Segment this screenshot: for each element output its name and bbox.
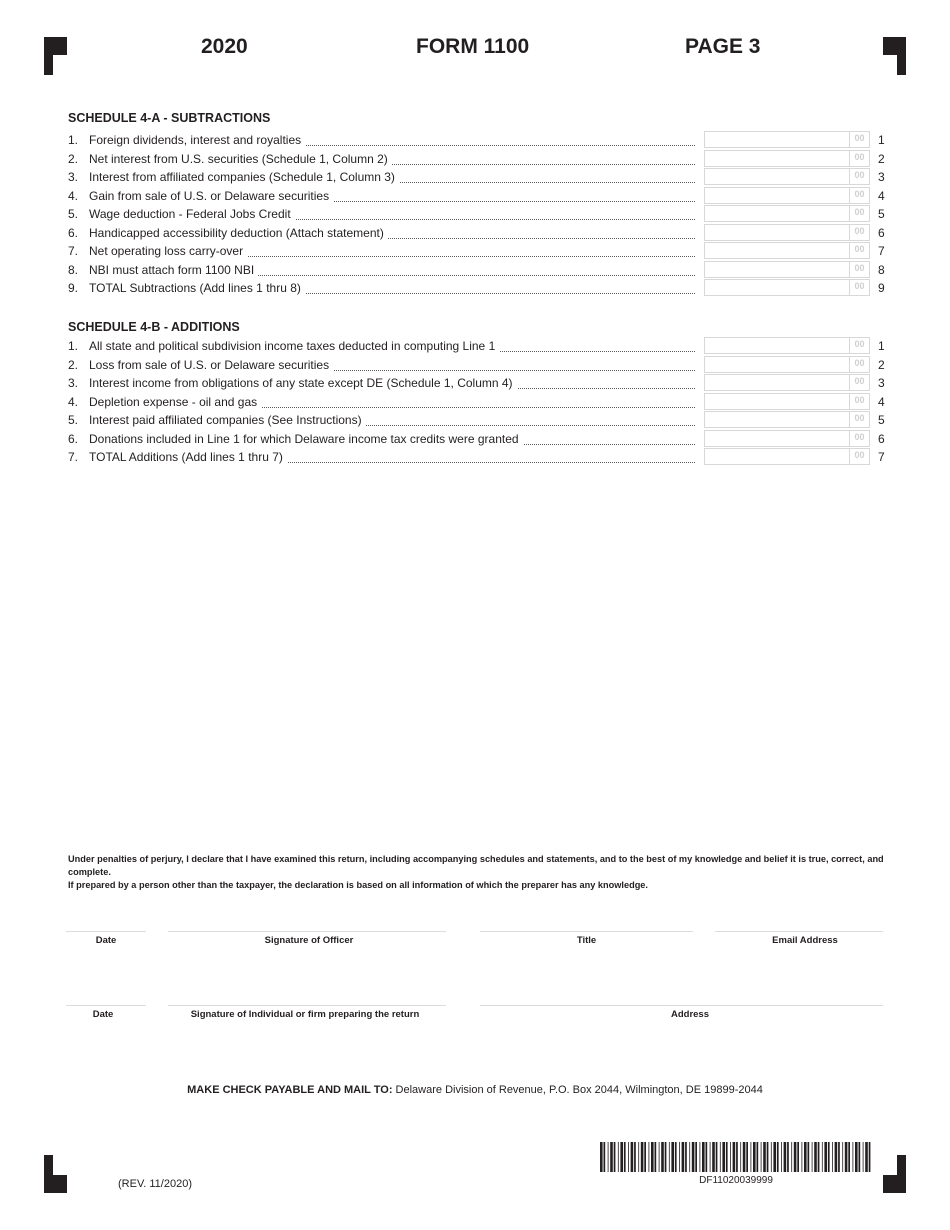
registration-mark-top-left — [44, 37, 67, 75]
line-reference: 3 — [878, 170, 885, 184]
cents-field: 00 — [854, 151, 865, 162]
barcode-bar — [771, 1142, 772, 1172]
line-number: 2. — [68, 151, 79, 166]
mailing-label: MAKE CHECK PAYABLE AND MAIL TO: — [187, 1084, 393, 1096]
registration-mark-bottom-right — [883, 1155, 906, 1193]
barcode-bar — [700, 1142, 701, 1172]
schedule-4b-title: SCHEDULE 4-B - ADDITIONS — [68, 320, 240, 334]
schedule-line — [68, 168, 890, 187]
cents-field: 00 — [854, 244, 865, 254]
line-label: Loss from sale of U.S. or Delaware securities — [89, 358, 333, 372]
line-number: 7. — [68, 244, 79, 258]
schedule-line — [68, 411, 890, 430]
line-description — [89, 189, 695, 204]
barcode-bar — [812, 1142, 813, 1172]
registration-mark-top-right — [883, 37, 906, 75]
line-reference: 9 — [878, 281, 885, 295]
barcode-bar — [797, 1142, 799, 1172]
barcode-bar — [655, 1142, 657, 1172]
cents-field: 00 — [854, 431, 865, 442]
line-description — [89, 152, 695, 167]
line-description — [89, 432, 695, 447]
barcode-bar — [610, 1142, 613, 1172]
line-reference: 7 — [878, 450, 885, 464]
line-number: 7. — [68, 450, 79, 464]
barcode-bar — [665, 1142, 667, 1172]
schedule-line — [68, 150, 890, 169]
barcode-bar — [808, 1142, 810, 1172]
line-reference: 6 — [878, 431, 885, 446]
line-label: Donations included in Line 1 for which Delaware income tax credits were granted — [89, 432, 523, 446]
barcode-bar — [671, 1142, 674, 1172]
barcode-bar — [644, 1142, 646, 1172]
barcode-bar — [634, 1142, 636, 1172]
barcode-bar — [832, 1142, 833, 1172]
line-reference: 3 — [878, 376, 885, 390]
line-reference: 7 — [878, 244, 885, 258]
cents-field: 00 — [854, 262, 865, 273]
line-number: 4. — [68, 188, 79, 203]
officer-signature-line[interactable] — [168, 931, 446, 932]
barcode-bar — [794, 1142, 797, 1172]
cents-field: 00 — [854, 188, 865, 199]
line-reference: 5 — [878, 413, 885, 427]
line-description — [89, 395, 695, 410]
barcode-bar — [638, 1142, 639, 1172]
barcode — [600, 1142, 872, 1172]
amount-field[interactable] — [704, 187, 870, 204]
barcode-bar — [865, 1142, 868, 1172]
barcode-bar — [787, 1142, 789, 1172]
schedule-line — [68, 224, 890, 243]
barcode-bar — [804, 1142, 807, 1172]
cents-field: 00 — [854, 339, 865, 349]
barcode-bar — [773, 1142, 776, 1172]
line-number: 1. — [68, 133, 79, 147]
amount-field[interactable] — [704, 131, 870, 148]
amount-field[interactable] — [704, 168, 870, 185]
barcode-bar — [740, 1142, 741, 1172]
line-reference: 4 — [878, 188, 885, 203]
line-description — [89, 226, 695, 241]
cents-field: 00 — [854, 281, 865, 291]
barcode-bar — [618, 1142, 619, 1172]
line-reference: 2 — [878, 151, 885, 166]
barcode-bar — [669, 1142, 670, 1172]
schedule-line — [68, 393, 890, 412]
barcode-bar — [710, 1142, 711, 1172]
line-label: TOTAL Additions (Add lines 1 thru 7) — [89, 450, 287, 464]
dollars-field[interactable] — [705, 357, 850, 372]
schedule-line — [68, 374, 890, 393]
barcode-bar — [761, 1142, 762, 1172]
line-label: Gain from sale of U.S. or Delaware securities — [89, 189, 333, 203]
barcode-bar — [842, 1142, 843, 1172]
form-year: 2020 — [201, 35, 248, 58]
barcode-bar — [818, 1142, 820, 1172]
line-number: 6. — [68, 225, 79, 240]
barcode-bar — [767, 1142, 769, 1172]
line-number: 3. — [68, 376, 79, 390]
barcode-bar — [659, 1142, 660, 1172]
barcode-bar — [702, 1142, 705, 1172]
line-label: TOTAL Subtractions (Add lines 1 thru 8) — [89, 281, 305, 295]
perjury-declaration — [68, 853, 908, 892]
barcode-bar — [730, 1142, 731, 1172]
line-number: 5. — [68, 207, 79, 221]
amount-field[interactable] — [704, 430, 870, 447]
barcode-bar — [682, 1142, 685, 1172]
schedule-line — [68, 187, 890, 206]
barcode-bar — [746, 1142, 748, 1172]
dollars-field[interactable] — [705, 132, 850, 147]
line-description — [89, 263, 695, 278]
schedule-line — [68, 131, 890, 150]
line-number: 8. — [68, 262, 79, 277]
line-label: NBI must attach form 1100 NBI — [89, 263, 258, 277]
barcode-bar — [675, 1142, 677, 1172]
schedule-4a-title: SCHEDULE 4-A - SUBTRACTIONS — [68, 111, 271, 125]
schedule-line — [68, 430, 890, 449]
schedule-line — [68, 205, 890, 224]
line-reference: 6 — [878, 225, 885, 240]
barcode-bar — [828, 1142, 830, 1172]
officer-date-line[interactable] — [66, 931, 146, 932]
preparer-signature-line[interactable] — [168, 1005, 446, 1006]
schedule-line — [68, 279, 890, 298]
dollars-field[interactable] — [705, 449, 850, 464]
barcode-bar — [720, 1142, 721, 1172]
barcode-bar — [781, 1142, 782, 1172]
cents-field: 00 — [854, 450, 865, 460]
line-label: Interest paid affiliated companies (See Instructions) — [89, 413, 366, 427]
barcode-bar — [649, 1142, 650, 1172]
line-description — [89, 358, 695, 373]
line-label: Interest from affiliated companies (Schedule 1, Column 3) — [89, 170, 399, 184]
barcode-bar — [848, 1142, 850, 1172]
schedule-line — [68, 448, 890, 467]
barcode-bar — [614, 1142, 616, 1172]
form-title: FORM 1100 — [416, 35, 530, 58]
line-reference: 1 — [878, 133, 885, 147]
barcode-bar — [751, 1142, 752, 1172]
barcode-bar — [791, 1142, 792, 1172]
officer-date-label: Date — [95, 935, 117, 946]
barcode-bar — [624, 1142, 626, 1172]
line-description — [89, 207, 695, 222]
amount-field[interactable] — [704, 356, 870, 373]
barcode-bar — [712, 1142, 715, 1172]
registration-mark-bottom-left — [44, 1155, 67, 1193]
declaration-line-1: Under penalties of perjury, I declare that I have examined this return, including accompanying schedules and statements, and to the best of my knowledge and belief it is true, correct, and complete. — [68, 854, 884, 877]
schedule-line — [68, 261, 890, 280]
line-description — [89, 450, 695, 465]
barcode-bar — [869, 1142, 871, 1172]
line-description — [89, 281, 695, 296]
line-number: 2. — [68, 357, 79, 372]
amount-field[interactable] — [704, 374, 870, 391]
barcode-bar — [814, 1142, 817, 1172]
line-label: Handicapped accessibility deduction (Attach statement) — [89, 226, 388, 240]
declaration-line-2: If prepared by a person other than the taxpayer, the declaration is based on all information of which the preparer has any knowledge. — [68, 880, 648, 890]
cents-field: 00 — [854, 225, 865, 236]
barcode-bar — [722, 1142, 725, 1172]
preparer-signature-label: Signature of Individual or firm preparing the return — [190, 1009, 420, 1020]
cents-field: 00 — [854, 376, 865, 386]
barcode-bar — [863, 1142, 864, 1172]
mailing-instructions — [0, 1084, 950, 1096]
officer-email-line[interactable] — [715, 931, 883, 932]
cents-field: 00 — [854, 207, 865, 217]
dollars-field[interactable] — [705, 188, 850, 203]
amount-field[interactable] — [704, 337, 870, 354]
amount-field[interactable] — [704, 448, 870, 465]
barcode-bar — [604, 1142, 606, 1172]
barcode-bar — [628, 1142, 629, 1172]
line-label: Wage deduction - Federal Jobs Credit — [89, 207, 295, 221]
preparer-date-line[interactable] — [66, 1005, 146, 1006]
barcode-bar — [726, 1142, 728, 1172]
barcode-bar — [822, 1142, 823, 1172]
cents-field: 00 — [854, 133, 865, 143]
barcode-bar — [706, 1142, 708, 1172]
line-description — [89, 339, 695, 354]
line-number: 3. — [68, 170, 79, 184]
barcode-bar — [733, 1142, 736, 1172]
dollars-field[interactable] — [705, 280, 850, 295]
dollars-field[interactable] — [705, 262, 850, 277]
dollars-field[interactable] — [705, 412, 850, 427]
barcode-bar — [651, 1142, 654, 1172]
amount-field[interactable] — [704, 242, 870, 259]
barcode-number: DF11020039999 — [699, 1175, 773, 1186]
mailing-address: Delaware Division of Revenue, P.O. Box 2044, Wilmington, DE 19899-2044 — [392, 1084, 763, 1096]
amount-field[interactable] — [704, 393, 870, 410]
line-description — [89, 133, 695, 148]
amount-field[interactable] — [704, 224, 870, 241]
line-description — [89, 376, 695, 391]
barcode-bar — [695, 1142, 697, 1172]
barcode-bar — [620, 1142, 623, 1172]
preparer-address-label: Address — [670, 1009, 709, 1020]
cents-field: 00 — [854, 170, 865, 180]
officer-title-line[interactable] — [480, 931, 693, 932]
barcode-bar — [855, 1142, 858, 1172]
dollars-field[interactable] — [705, 169, 850, 184]
cents-field: 00 — [854, 413, 865, 423]
barcode-bar — [692, 1142, 695, 1172]
barcode-bar — [757, 1142, 759, 1172]
officer-title-label: Title — [576, 935, 597, 946]
barcode-bar — [743, 1142, 746, 1172]
line-label: Net interest from U.S. securities (Schedule 1, Column 2) — [89, 152, 392, 166]
dollars-field[interactable] — [705, 375, 850, 390]
line-label: Foreign dividends, interest and royalties — [89, 133, 305, 147]
cents-field: 00 — [854, 394, 865, 405]
line-label: Interest income from obligations of any state except DE (Schedule 1, Column 4) — [89, 376, 517, 390]
barcode-bar — [736, 1142, 738, 1172]
line-reference: 8 — [878, 262, 885, 277]
amount-field[interactable] — [704, 279, 870, 296]
barcode-bar — [824, 1142, 827, 1172]
line-label: All state and political subdivision income taxes deducted in computing Line 1 — [89, 339, 499, 353]
barcode-bar — [685, 1142, 687, 1172]
dollars-field[interactable] — [705, 338, 850, 353]
dollars-field[interactable] — [705, 243, 850, 258]
barcode-bar — [753, 1142, 756, 1172]
line-number: 9. — [68, 281, 79, 295]
schedule-line — [68, 356, 890, 375]
revision-date: (REV. 11/2020) — [118, 1178, 192, 1190]
barcode-bar — [777, 1142, 779, 1172]
cents-field: 00 — [854, 357, 865, 368]
barcode-bar — [784, 1142, 787, 1172]
line-reference: 2 — [878, 357, 885, 372]
dollars-field[interactable] — [705, 206, 850, 221]
line-number: 5. — [68, 413, 79, 427]
amount-field[interactable] — [704, 411, 870, 428]
dollars-field[interactable] — [705, 431, 850, 446]
barcode-bar — [763, 1142, 766, 1172]
schedule-line — [68, 242, 890, 261]
barcode-bar — [859, 1142, 861, 1172]
dollars-field[interactable] — [705, 225, 850, 240]
page-number: PAGE 3 — [685, 35, 761, 58]
barcode-bar — [631, 1142, 634, 1172]
line-description — [89, 244, 695, 259]
line-reference: 4 — [878, 394, 885, 409]
line-number: 6. — [68, 431, 79, 446]
dollars-field[interactable] — [705, 151, 850, 166]
line-label: Depletion expense - oil and gas — [89, 395, 261, 409]
line-description — [89, 170, 695, 185]
line-reference: 5 — [878, 207, 885, 221]
barcode-bar — [716, 1142, 718, 1172]
officer-email-label: Email Address — [772, 935, 838, 946]
amount-field[interactable] — [704, 150, 870, 167]
barcode-bar — [853, 1142, 854, 1172]
line-description — [89, 413, 695, 428]
barcode-bar — [689, 1142, 690, 1172]
line-number: 4. — [68, 394, 79, 409]
officer-signature-label: Signature of Officer — [264, 935, 354, 946]
line-reference: 1 — [878, 339, 885, 353]
barcode-bar — [838, 1142, 840, 1172]
barcode-bar — [835, 1142, 838, 1172]
schedule-line — [68, 337, 890, 356]
preparer-address-line[interactable] — [480, 1005, 883, 1006]
barcode-bar — [608, 1142, 609, 1172]
barcode-bar — [661, 1142, 664, 1172]
barcode-bar — [641, 1142, 644, 1172]
line-number: 1. — [68, 339, 79, 353]
amount-field[interactable] — [704, 205, 870, 222]
preparer-date-label: Date — [92, 1009, 114, 1020]
barcode-bar — [802, 1142, 803, 1172]
amount-field[interactable] — [704, 261, 870, 278]
dollars-field[interactable] — [705, 394, 850, 409]
line-label: Net operating loss carry-over — [89, 244, 247, 258]
barcode-bar — [845, 1142, 848, 1172]
barcode-bar — [679, 1142, 680, 1172]
barcode-bar — [600, 1142, 603, 1172]
